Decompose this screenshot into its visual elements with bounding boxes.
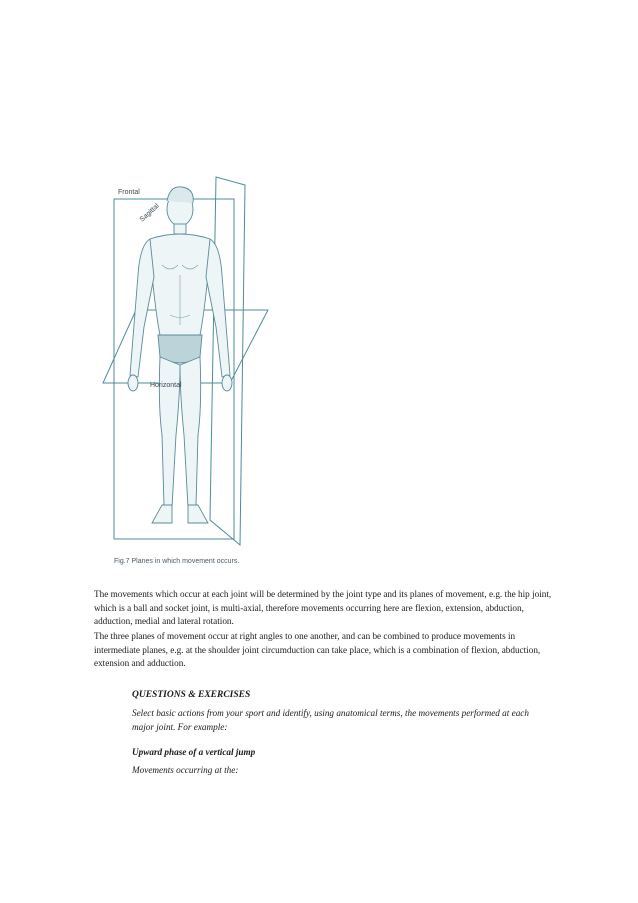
horizontal-label: Horizontal bbox=[150, 382, 182, 389]
anatomical-figure-illustration bbox=[100, 165, 275, 575]
body-paragraph-2: The three planes of movement occur at right angles to one another, and can be combined to produce movements in intermediate planes, e.g. at the shoulder joint circumduction can take place, which is a combination of flexion, abduction, extension and adduction. bbox=[94, 631, 541, 669]
exercises-title: QUESTIONS & EXERCISES bbox=[132, 690, 251, 700]
exercise-movements-line: Movements occurring at the: bbox=[132, 765, 239, 775]
figure-caption: Fig.7 Planes in which movement occurs. bbox=[114, 558, 240, 565]
planes-of-movement-figure bbox=[100, 165, 275, 575]
frontal-label: Frontal bbox=[118, 189, 140, 196]
exercises-intro: Select basic actions from your sport and identify, using anatomical terms, the movements performed at each major joint. For example: bbox=[132, 708, 529, 732]
body-paragraph-1: The movements which occur at each joint will be determined by the joint type and its planes of movement, e.g. the hip joint, which is a ball and socket joint, is multi-axial, therefore movements occurring here are flexion, extension, abduction, adduction, medial and lateral rotation. bbox=[94, 589, 552, 627]
exercise-subheading: Upward phase of a vertical jump bbox=[132, 747, 256, 757]
sagittal-label: Sagittal bbox=[138, 202, 161, 224]
human-figure bbox=[128, 187, 232, 523]
